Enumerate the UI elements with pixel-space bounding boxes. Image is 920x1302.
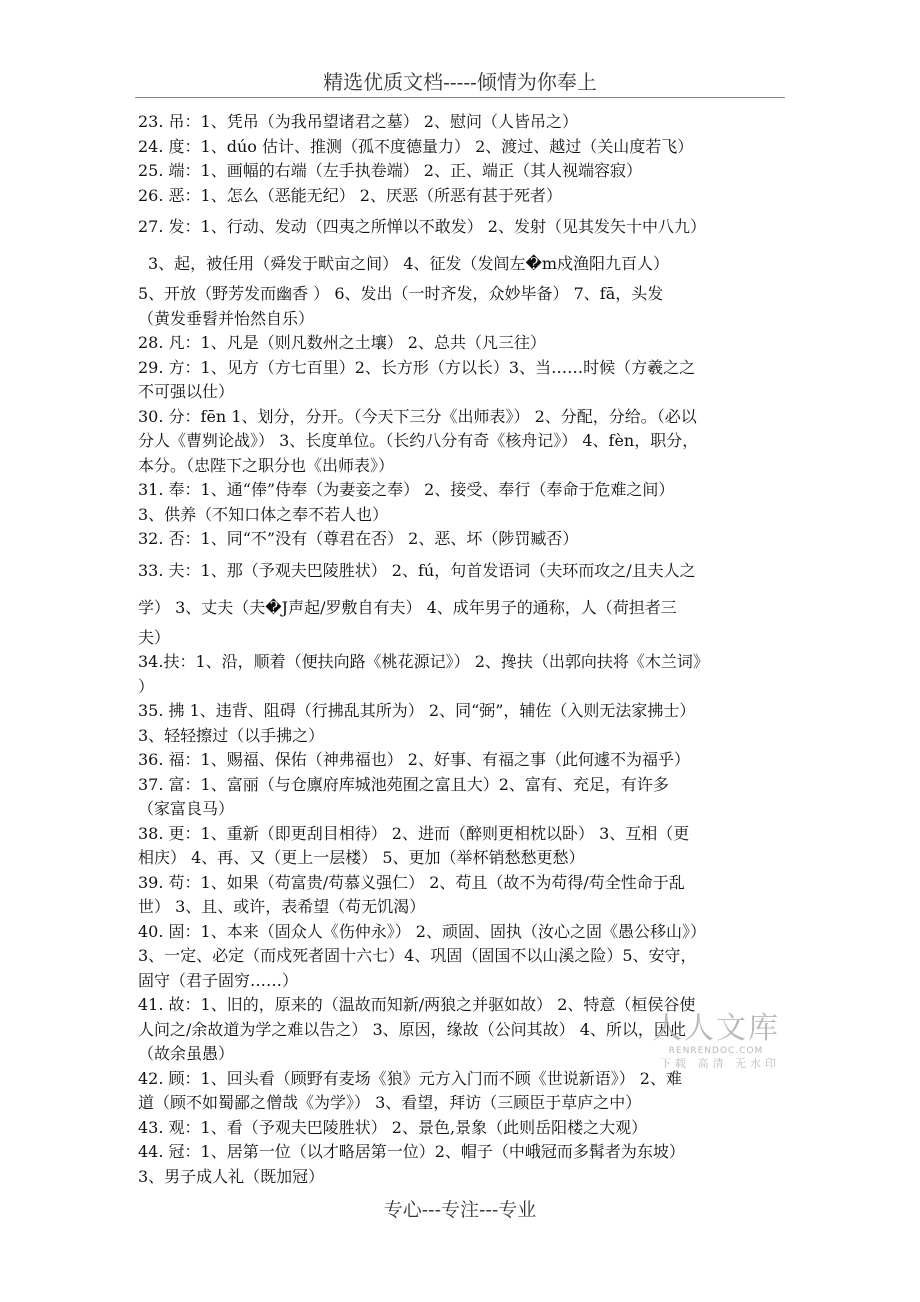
text-line: 41. 故：1、旧的，原来的（温故而知新/两狼之并驱如故） 2、特意（桓侯谷使 (138, 995, 696, 1014)
text-line: 分人《曹刿论战》） 3、长度单位。（长约八分有奇《核舟记》） 4、fèn，职分， (138, 431, 699, 450)
text-line: 35. 拂 1、违背、阻碍（行拂乱其所为） 2、同“弼”，辅佐（入则无法家拂士） (138, 701, 696, 720)
text-line: （家富良马） (138, 799, 235, 818)
text-line: 本分。（忠陛下之职分也《出师表》） (138, 455, 395, 475)
text-line: 24. 度：1、dúo 估计、推测（孤不度德量力） 2、渡过、越过（关山度若飞） (138, 136, 694, 156)
text-line: 27. 发：1、行动、发动（四夷之所惮以不敢发） 2、发射（见其发矢十中八九） (138, 217, 706, 236)
text-line: 43. 观：1、看（予观夫巴陵胜状） 2、景色,景象（此则岳阳楼之大观） (138, 1117, 648, 1137)
text-line: 38. 更：1、重新（即更刮目相待） 2、进而（醉则更相枕以卧） 3、互相（更 (138, 823, 690, 843)
text-line: 不可强以仕） (138, 382, 235, 401)
text-line: 39. 苟：1、如果（苟富贵/苟慕义强仁） 2、苟且（故不为苟得/苟全性命于乱 (138, 872, 685, 892)
text-line: 37. 富：1、富丽（与仓廪府库城池苑囿之富且大）2、富有、充足，有许多 (138, 774, 669, 794)
text-line: 3、一定、必定（而戍死者固十六七）4、巩固（固国不以山溪之险）5、安守， (138, 946, 697, 965)
text-line: 44. 冠：1、居第一位（以才略居第一位）2、帽子（中峨冠而多髯者为东坡） (138, 1142, 685, 1161)
text-line: 道（顾不如蜀鄙之僧哉《为学》） 3、看望，拜访（三顾臣于草庐之中） (138, 1093, 642, 1112)
text-line: 25. 端：1、画幅的右端（左手执卷端） 2、正、端正（其人视端容寂） (138, 161, 642, 180)
text-line: （故余虽愚） (138, 1044, 235, 1063)
header-rule (135, 97, 785, 98)
text-line: 3、男子成人礼（既加冠） (138, 1166, 325, 1186)
text-line: 3、轻轻擦过（以手拂之） (138, 725, 325, 745)
text-line: ） (138, 676, 155, 696)
text-line: 30. 分：fēn 1、划分，分开。（今天下三分《出师表》） 2、分配，分给。（必以 (138, 406, 697, 426)
text-line: 5、开放（野芳发而幽香 ） 6、发出（一时齐发，众妙毕备） 7、fā，头发 (138, 284, 664, 303)
text-line: 40. 固：1、本来（固众人《伤仲永》） 2、顽固、固执（汝心之固《愚公移山》） (138, 921, 706, 941)
text-line: 34.扶：1、沿，顺着（便扶向路《桃花源记》） 2、搀扶（出郭向扶将《木兰词》 (138, 652, 709, 671)
watermark-url: RENRENDOC.COM (668, 1046, 764, 1056)
text-line: 28. 凡：1、凡是（则凡数州之土壤） 2、总共（凡三往） (138, 333, 546, 352)
text-line: 3、供养（不知口体之奉不若人也） (138, 504, 389, 524)
text-line: 32. 否：1、同“不”没有（尊君在否） 2、恶、坏（陟罚臧否） (138, 529, 579, 548)
text-line: 31. 奉：1、通“俸”侍奉（为妻妾之奉） 2、接受、奉行（奉命于危难之间） (138, 480, 675, 499)
page-header: 精选优质文档-----倾情为你奉上 (323, 70, 597, 94)
page-footer: 专心---专注---专业 (383, 1199, 537, 1221)
watermark-slogan: 下载 高清 无水印 (660, 1057, 780, 1070)
text-line: （黄发垂髫并怡然自乐） (138, 308, 315, 328)
text-line: 人问之/余故道为学之难以告之） 3、原因，缘故（公问其故） 4、所以，因此 (138, 1019, 686, 1039)
text-line: 3、起，被任用（舜发于畎亩之间） 4、征发（发闾左�m戍渔阳九百人） (148, 254, 670, 273)
text-line: 36. 福：1、赐福、保佑（神弗福也） 2、好事、有福之事（此何遽不为福乎） (138, 750, 690, 769)
watermark-title: 人人文库 (652, 1011, 780, 1046)
text-line: 世） 3、且、或许，表希望（苟无饥渴） (138, 897, 426, 916)
text-line: 学） 3、丈夫（夫�J声起/罗敷自有夫） 4、成年男子的通称，人（荷担者三 (138, 597, 677, 617)
text-line: 26. 恶：1、怎么（恶能无纪） 2、厌恶（所恶有甚于死者） (138, 185, 562, 205)
text-line: 夫） (138, 627, 171, 647)
text-line: 29. 方：1、见方（方七百里）2、长方形（方以长）3、当……时候（方羲之之 (138, 357, 696, 377)
text-line: 固守（君子固穷……） (138, 970, 299, 990)
text-line: 42. 顾：1、回头看（顾野有麦场《狼》元方入门而不顾《世说新语》） 2、难 (138, 1068, 682, 1088)
renrendoc-watermark (646, 1012, 786, 1082)
text-line: 33. 夫：1、那（予观夫巴陵胜状） 2、fú，句首发语词（夫环而攻之/且夫人之 (138, 560, 696, 580)
text-line: 23. 吊：1、凭吊（为我吊望诸君之墓） 2、慰问（人皆吊之） (138, 112, 578, 131)
text-line: 相庆） 4、再、又（更上一层楼） 5、更加（举杯销愁愁更愁） (138, 848, 585, 867)
